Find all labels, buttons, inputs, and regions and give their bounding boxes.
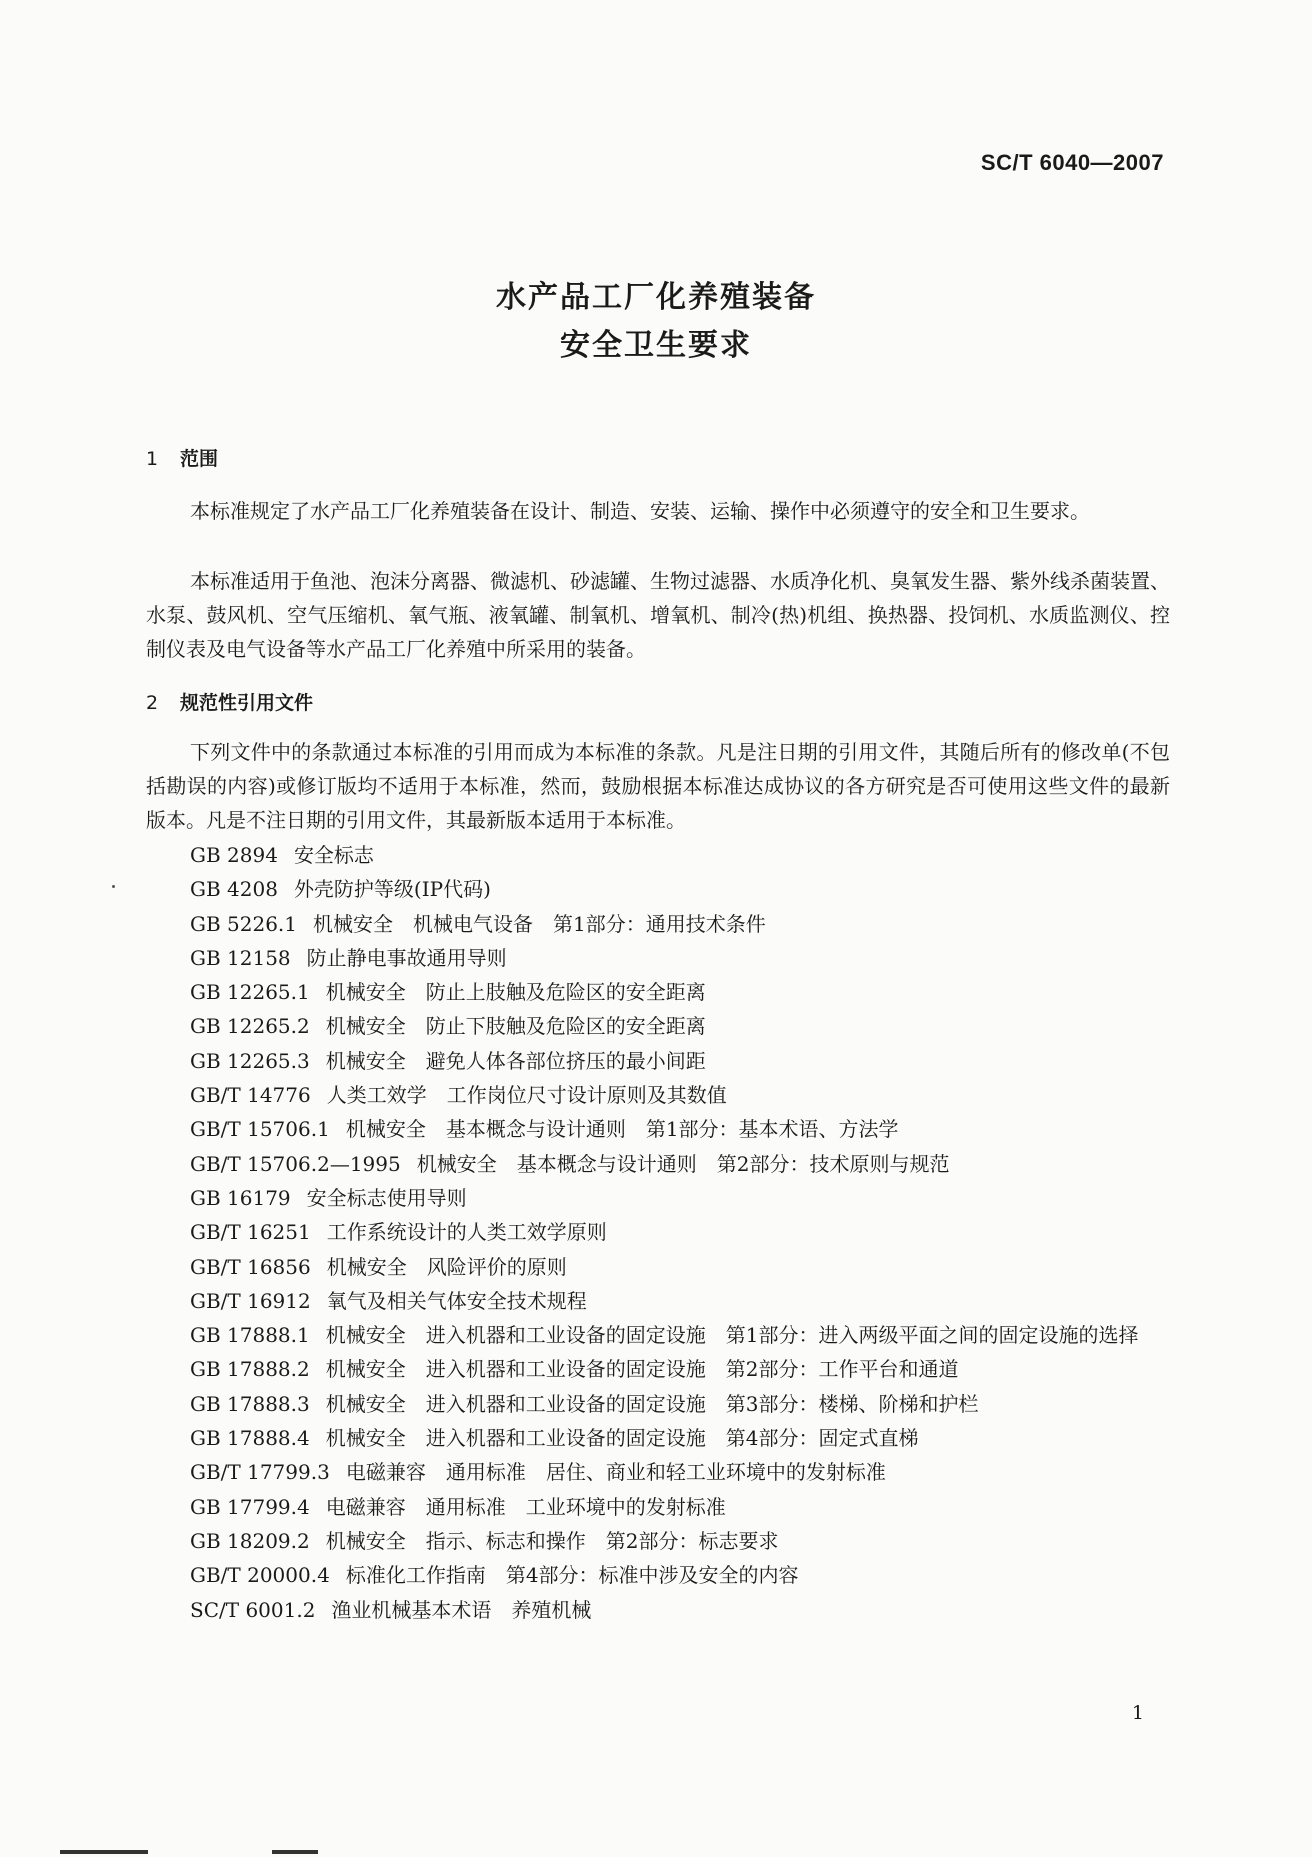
reference-item <box>146 975 1170 1009</box>
scan-edge-mark <box>272 1850 318 1854</box>
reference-item <box>146 1284 1170 1318</box>
section-number: 1 <box>146 448 159 470</box>
reference-item <box>146 907 1170 941</box>
reference-item <box>146 1250 1170 1284</box>
standard-code: SC/T 6040—2007 <box>980 150 1164 175</box>
scan-edge-mark <box>60 1850 148 1854</box>
document-title-line2: 安全卫生要求 <box>560 328 752 363</box>
reference-item <box>146 872 1170 906</box>
reference-item <box>146 1593 1170 1627</box>
reference-code: GB 5226.1 <box>190 911 298 936</box>
reference-item <box>146 1112 1170 1146</box>
reference-item <box>146 1490 1170 1524</box>
reference-title: 机械安全 基本概念与设计通则 第1部分：基本术语、方法学 <box>345 1117 899 1142</box>
reference-title: 电磁兼容 通用标准 居住、商业和轻工业环境中的发射标准 <box>345 1460 886 1485</box>
reference-title: 渔业机械基本术语 养殖机械 <box>331 1597 592 1622</box>
reference-title: 电磁兼容 通用标准 工业环境中的发射标准 <box>325 1494 726 1519</box>
reference-code: GB/T 15706.1 <box>190 1117 330 1142</box>
reference-item <box>146 1181 1170 1215</box>
section-number: 2 <box>146 692 159 714</box>
reference-title: 工作系统设计的人类工效学原则 <box>326 1220 607 1245</box>
reference-code: GB 4208 <box>190 877 278 902</box>
reference-item <box>146 1215 1170 1249</box>
reference-code: GB 17888.2 <box>190 1357 310 1382</box>
reference-item <box>146 1009 1170 1043</box>
section-title: 范围 <box>180 448 219 470</box>
reference-title: 机械安全 指示、标志和操作 第2部分：标志要求 <box>325 1528 779 1553</box>
reference-title: 机械安全 进入机器和工业设备的固定设施 第3部分：楼梯、阶梯和护栏 <box>325 1391 979 1416</box>
section-2-heading <box>146 688 313 715</box>
reference-code: GB/T 15706.2—1995 <box>190 1151 401 1176</box>
reference-item <box>146 1078 1170 1112</box>
scope-paragraph-2: 本标准适用于鱼池、泡沫分离器、微滤机、砂滤罐、生物过滤器、水质净化机、臭氧发生器、紫外线杀菌装置、水泵、鼓风机、空气压缩机、氧气瓶、液氧罐、制氧机、增氧机、制冷(热)机组、换热器、投饲机、水质监测仪、控制仪表及电气设备等水产品工厂化养殖中所采用的装备。 <box>146 569 1170 661</box>
reference-item <box>146 941 1170 975</box>
reference-title: 人类工效学 工作岗位尺寸设计原则及其数值 <box>326 1083 727 1108</box>
reference-title: 机械安全 避免人体各部位挤压的最小间距 <box>325 1048 706 1073</box>
reference-code: GB 12265.1 <box>190 980 310 1005</box>
reference-code: GB/T 20000.4 <box>190 1563 330 1588</box>
reference-title: 防止静电事故通用导则 <box>306 945 507 970</box>
reference-title: 氧气及相关气体安全技术规程 <box>326 1288 587 1313</box>
reference-code: GB/T 14776 <box>190 1083 311 1108</box>
reference-code: GB/T 17799.3 <box>190 1460 330 1485</box>
reference-item <box>146 1147 1170 1181</box>
references-intro: 下列文件中的条款通过本标准的引用而成为本标准的条款。凡是注日期的引用文件，其随后所有的修改单(不包括勘误的内容)或修订版均不适用于本标准，然而，鼓励根据本标准达成协议的各方研究是否可使用这些文件的最新版本。凡是不注日期的引用文件，其最新版本适用于本标准。 <box>146 740 1170 832</box>
scope-paragraph-1: 本标准规定了水产品工厂化养殖装备在设计、制造、安装、运输、操作中必须遵守的安全和卫生要求。 <box>190 499 1090 523</box>
reference-code: GB 18209.2 <box>190 1528 310 1553</box>
reference-item <box>146 1387 1170 1421</box>
reference-title: 标准化工作指南 第4部分：标准中涉及安全的内容 <box>345 1563 799 1588</box>
reference-item <box>146 1558 1170 1592</box>
reference-title: 安全标志 <box>293 843 374 867</box>
reference-code: GB 17888.1 <box>190 1323 310 1348</box>
reference-code: GB 2894 <box>190 843 278 867</box>
reference-item <box>146 1352 1170 1386</box>
reference-title: 机械安全 进入机器和工业设备的固定设施 第2部分：工作平台和通道 <box>325 1357 959 1382</box>
reference-code: GB 12158 <box>190 945 291 970</box>
reference-code: SC/T 6001.2 <box>190 1597 316 1622</box>
reference-item <box>146 1044 1170 1078</box>
reference-item <box>146 1455 1170 1489</box>
reference-code: GB/T 16251 <box>190 1220 311 1245</box>
section-title: 规范性引用文件 <box>180 692 314 714</box>
reference-title: 机械安全 防止上肢触及危险区的安全距离 <box>325 980 706 1005</box>
reference-title: 机械安全 进入机器和工业设备的固定设施 第1部分：进入两级平面之间的固定设施的选择 <box>325 1323 1139 1348</box>
reference-item <box>146 1421 1170 1455</box>
reference-code: GB 16179 <box>190 1185 291 1210</box>
reference-code: GB 17799.4 <box>190 1494 310 1519</box>
reference-item <box>146 1524 1170 1558</box>
reference-title: 外壳防护等级(IP代码) <box>293 877 491 902</box>
reference-title: 机械安全 防止下肢触及危险区的安全距离 <box>325 1014 706 1039</box>
reference-title: 机械安全 风险评价的原则 <box>326 1254 567 1279</box>
reference-code: GB 17888.4 <box>190 1426 310 1451</box>
scan-speck <box>112 885 115 888</box>
reference-title: 安全标志使用导则 <box>306 1185 467 1210</box>
reference-code: GB 17888.3 <box>190 1391 310 1416</box>
reference-title: 机械安全 基本概念与设计通则 第2部分：技术原则与规范 <box>416 1151 950 1176</box>
page-number: 1 <box>1131 1702 1144 1724</box>
reference-code: GB/T 16856 <box>190 1254 311 1279</box>
document-title-line1: 水产品工厂化养殖装备 <box>496 280 816 315</box>
reference-code: GB 12265.2 <box>190 1014 310 1039</box>
section-1-heading <box>146 444 218 471</box>
reference-item <box>146 1318 1170 1352</box>
reference-title: 机械安全 进入机器和工业设备的固定设施 第4部分：固定式直梯 <box>325 1426 919 1451</box>
reference-list <box>146 838 1170 1627</box>
reference-code: GB 12265.3 <box>190 1048 310 1073</box>
reference-title: 机械安全 机械电气设备 第1部分：通用技术条件 <box>313 911 766 936</box>
reference-item <box>146 838 1170 872</box>
reference-code: GB/T 16912 <box>190 1288 311 1313</box>
